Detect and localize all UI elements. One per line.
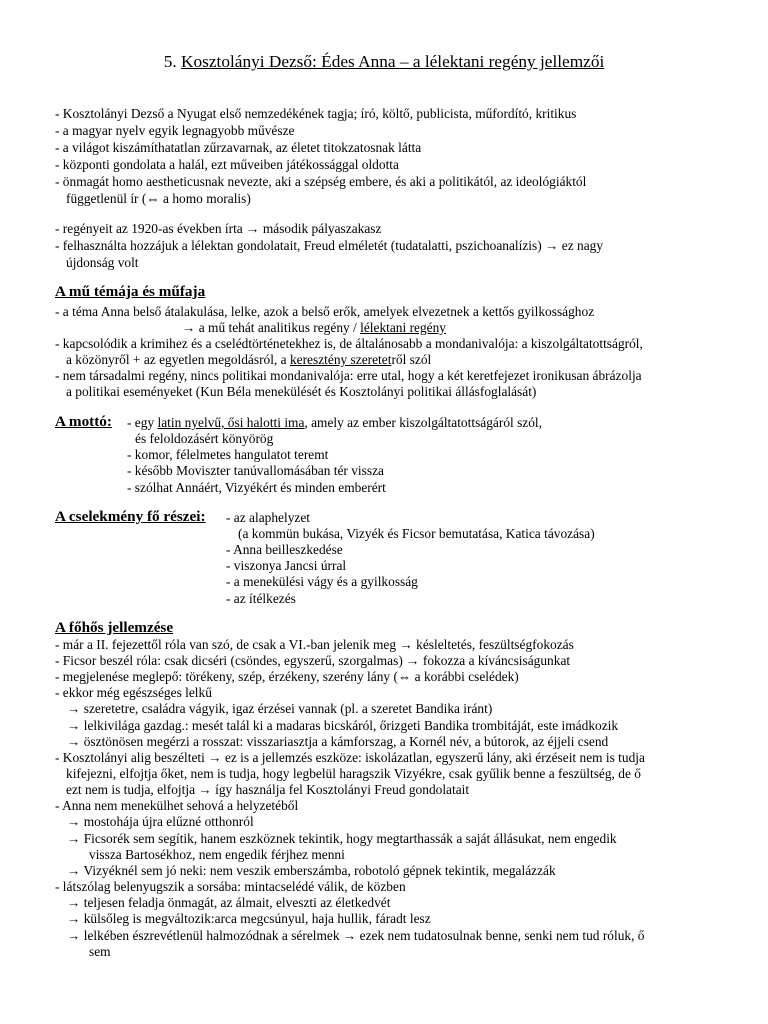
hero-line: → mostohája újra elűzné otthonról xyxy=(67,814,254,829)
hero-line: → Vizyéknél sem jó neki: nem veszik emberszámba, robotoló gépnek tekintik, megalázzák xyxy=(67,863,556,878)
hero-line: - ekkor még egészséges lelkű xyxy=(55,685,212,700)
intro-line: - önmagát homo aestheticusnak nevezte, aki a szépség embere, és aki a politikától, az ideológiáktól xyxy=(55,174,587,189)
hero-line: → ösztönösen megérzi a rosszat: visszariasztja a kámforszag, a Kornél név, a bútorok, az éjjeli csend xyxy=(67,734,609,749)
plot-item: - viszonya Jancsi úrral xyxy=(226,558,347,573)
motto-line: - komor, félelmetes hangulatot teremt xyxy=(127,447,329,462)
hero-line: ezt nem is tudja, elfojtja → így használja fel Kosztolányi Freud gondolatait xyxy=(66,782,470,797)
intro-line: - a magyar nyelv egyik legnagyobb művésze xyxy=(55,123,295,138)
intro-line: - felhasználta hozzájuk a lélektan gondolatait, Freud elméletét (tudatalatti, pszichoanalízis) → ez nagy xyxy=(55,238,604,253)
plot-item: (a kommün bukása, Vizyék és Ficsor bemutatása, Katica távozása) xyxy=(238,526,595,541)
hero-line: → lelkivilága gazdag.: mesét talál ki a madaras bicskáról, őrizgeti Bandika trombitáját, este imádkozik xyxy=(67,718,619,733)
motto-line: - később Moviszter tanúvallomásában tér vissza xyxy=(127,463,384,478)
intro-line: - a világot kiszámíthatatlan zűrzavarnak, az életet titokzatosnak látta xyxy=(55,140,422,155)
motto-line: és feloldozásért könyörög xyxy=(135,431,274,446)
plot-item: - az ítélkezés xyxy=(226,591,296,606)
hero-line: → Ficsorék sem segítik, hanem eszköznek tekintik, hogy megtarthassák a saját állásukat, nem engedik xyxy=(67,831,617,846)
section-heading-theme: A mű témája és műfaja xyxy=(55,283,206,300)
title-text: Kosztolányi Dezső: Édes Anna – a lélektani regény jellemzői xyxy=(181,52,605,71)
hero-line: → lelkében észrevétlenül halmozódnak a sérelmek → ezek nem tudatosulnak benne, senki nem tud róluk, ő xyxy=(67,928,645,943)
theme-line: - nem társadalmi regény, nincs politikai mondanivalója: erre utal, hogy a két keretfejezet ironikusan ábrázolja xyxy=(55,368,642,383)
plot-item: - Anna beilleszkedése xyxy=(226,542,343,557)
intro-line: - Kosztolányi Dezső a Nyugat első nemzedékének tagja; író, költő, publicista, műfordító, kritikus xyxy=(55,106,577,121)
section-heading-motto: A mottó: xyxy=(55,413,112,430)
page-title xyxy=(55,52,713,72)
hero-line: - látszólag belenyugszik a sorsába: mintacselédé válik, de közben xyxy=(55,879,406,894)
hero-line: vissza Bartosékhoz, nem engedik férjhez menni xyxy=(89,847,345,862)
intro-line: - központi gondolata a halál, ezt műveiben játékossággal oldotta xyxy=(55,157,399,172)
hero-line: → külsőleg is megváltozik:arca megcsúnyul, haja hullik, fáradt lesz xyxy=(67,911,431,926)
hero-line: - Anna nem menekülhet sehová a helyzetéből xyxy=(55,798,299,813)
theme-line: a közönyről + az egyetlen megoldásról, a keresztény szeretetről szól xyxy=(66,352,432,367)
intro-line: újdonság volt xyxy=(66,255,139,270)
theme-line: - kapcsolódik a krimihez és a cselédtörténetekhez is, de általánosabb a mondanivalója: a kiszolgáltatottságról, xyxy=(55,336,643,351)
motto-line: - szólhat Annáért, Vizyékért és minden emberért xyxy=(127,480,386,495)
section-heading-plot: A cselekmény fő részei: xyxy=(55,508,206,525)
intro-line: függetlenül ír (⇔ a homo moralis) xyxy=(66,191,251,206)
theme-line: - a téma Anna belső átalakulása, lelke, azok a belső erők, amelyek elvezetnek a kettős gyilkossághoz xyxy=(55,304,595,319)
theme-line: a politikai eseményeket (Kun Béla menekülését és Kosztolányi politikai állásfoglalását) xyxy=(66,384,537,399)
hero-line: → szeretetre, családra vágyik, igaz érzései vannak (pl. a szeretet Bandika iránt) xyxy=(67,701,493,716)
section-heading-hero: A főhős jellemzése xyxy=(55,619,174,636)
hero-line: - megjelenése meglepő: törékeny, szép, érzékeny, szerény lány (⇔ a korábbi cselédek) xyxy=(55,669,519,684)
title-number: 5. xyxy=(163,52,177,71)
motto-line: - egy latin nyelvű, ősi halotti ima, amely az ember kiszolgáltatottságáról szól, xyxy=(127,415,543,430)
hero-line: kifejezni, elfojtja őket, nem is tudja, hogy legbelül haragszik Vizyékre, csak gyűlik benne a feszültség, de ő xyxy=(66,766,641,781)
hero-line: - már a II. fejezettől róla van szó, de csak a VI.-ban jelenik meg → késleltetés, feszültségfokozás xyxy=(55,637,574,652)
hero-line: - Ficsor beszél róla: csak dicséri (csöndes, egyszerű, szorgalmas) → fokozza a kíváncsiságunkat xyxy=(55,653,571,668)
plot-item: - az alaphelyzet xyxy=(226,510,311,525)
hero-line: sem xyxy=(89,944,111,959)
intro-line: - regényeit az 1920-as években írta → második pályaszakasz xyxy=(55,221,382,236)
plot-item: - a menekülési vágy és a gyilkosság xyxy=(226,574,418,589)
theme-line: → a mű tehát analitikus regény / lélektani regény xyxy=(182,320,447,335)
hero-line: → teljesen feladja önmagát, az álmait, elveszti az életkedvét xyxy=(67,895,391,910)
hero-line: - Kosztolányi alig beszélteti → ez is a jellemzés eszköze: iskolázatlan, egyszerű lány, aki érzéseit nem is tudja xyxy=(55,750,645,765)
